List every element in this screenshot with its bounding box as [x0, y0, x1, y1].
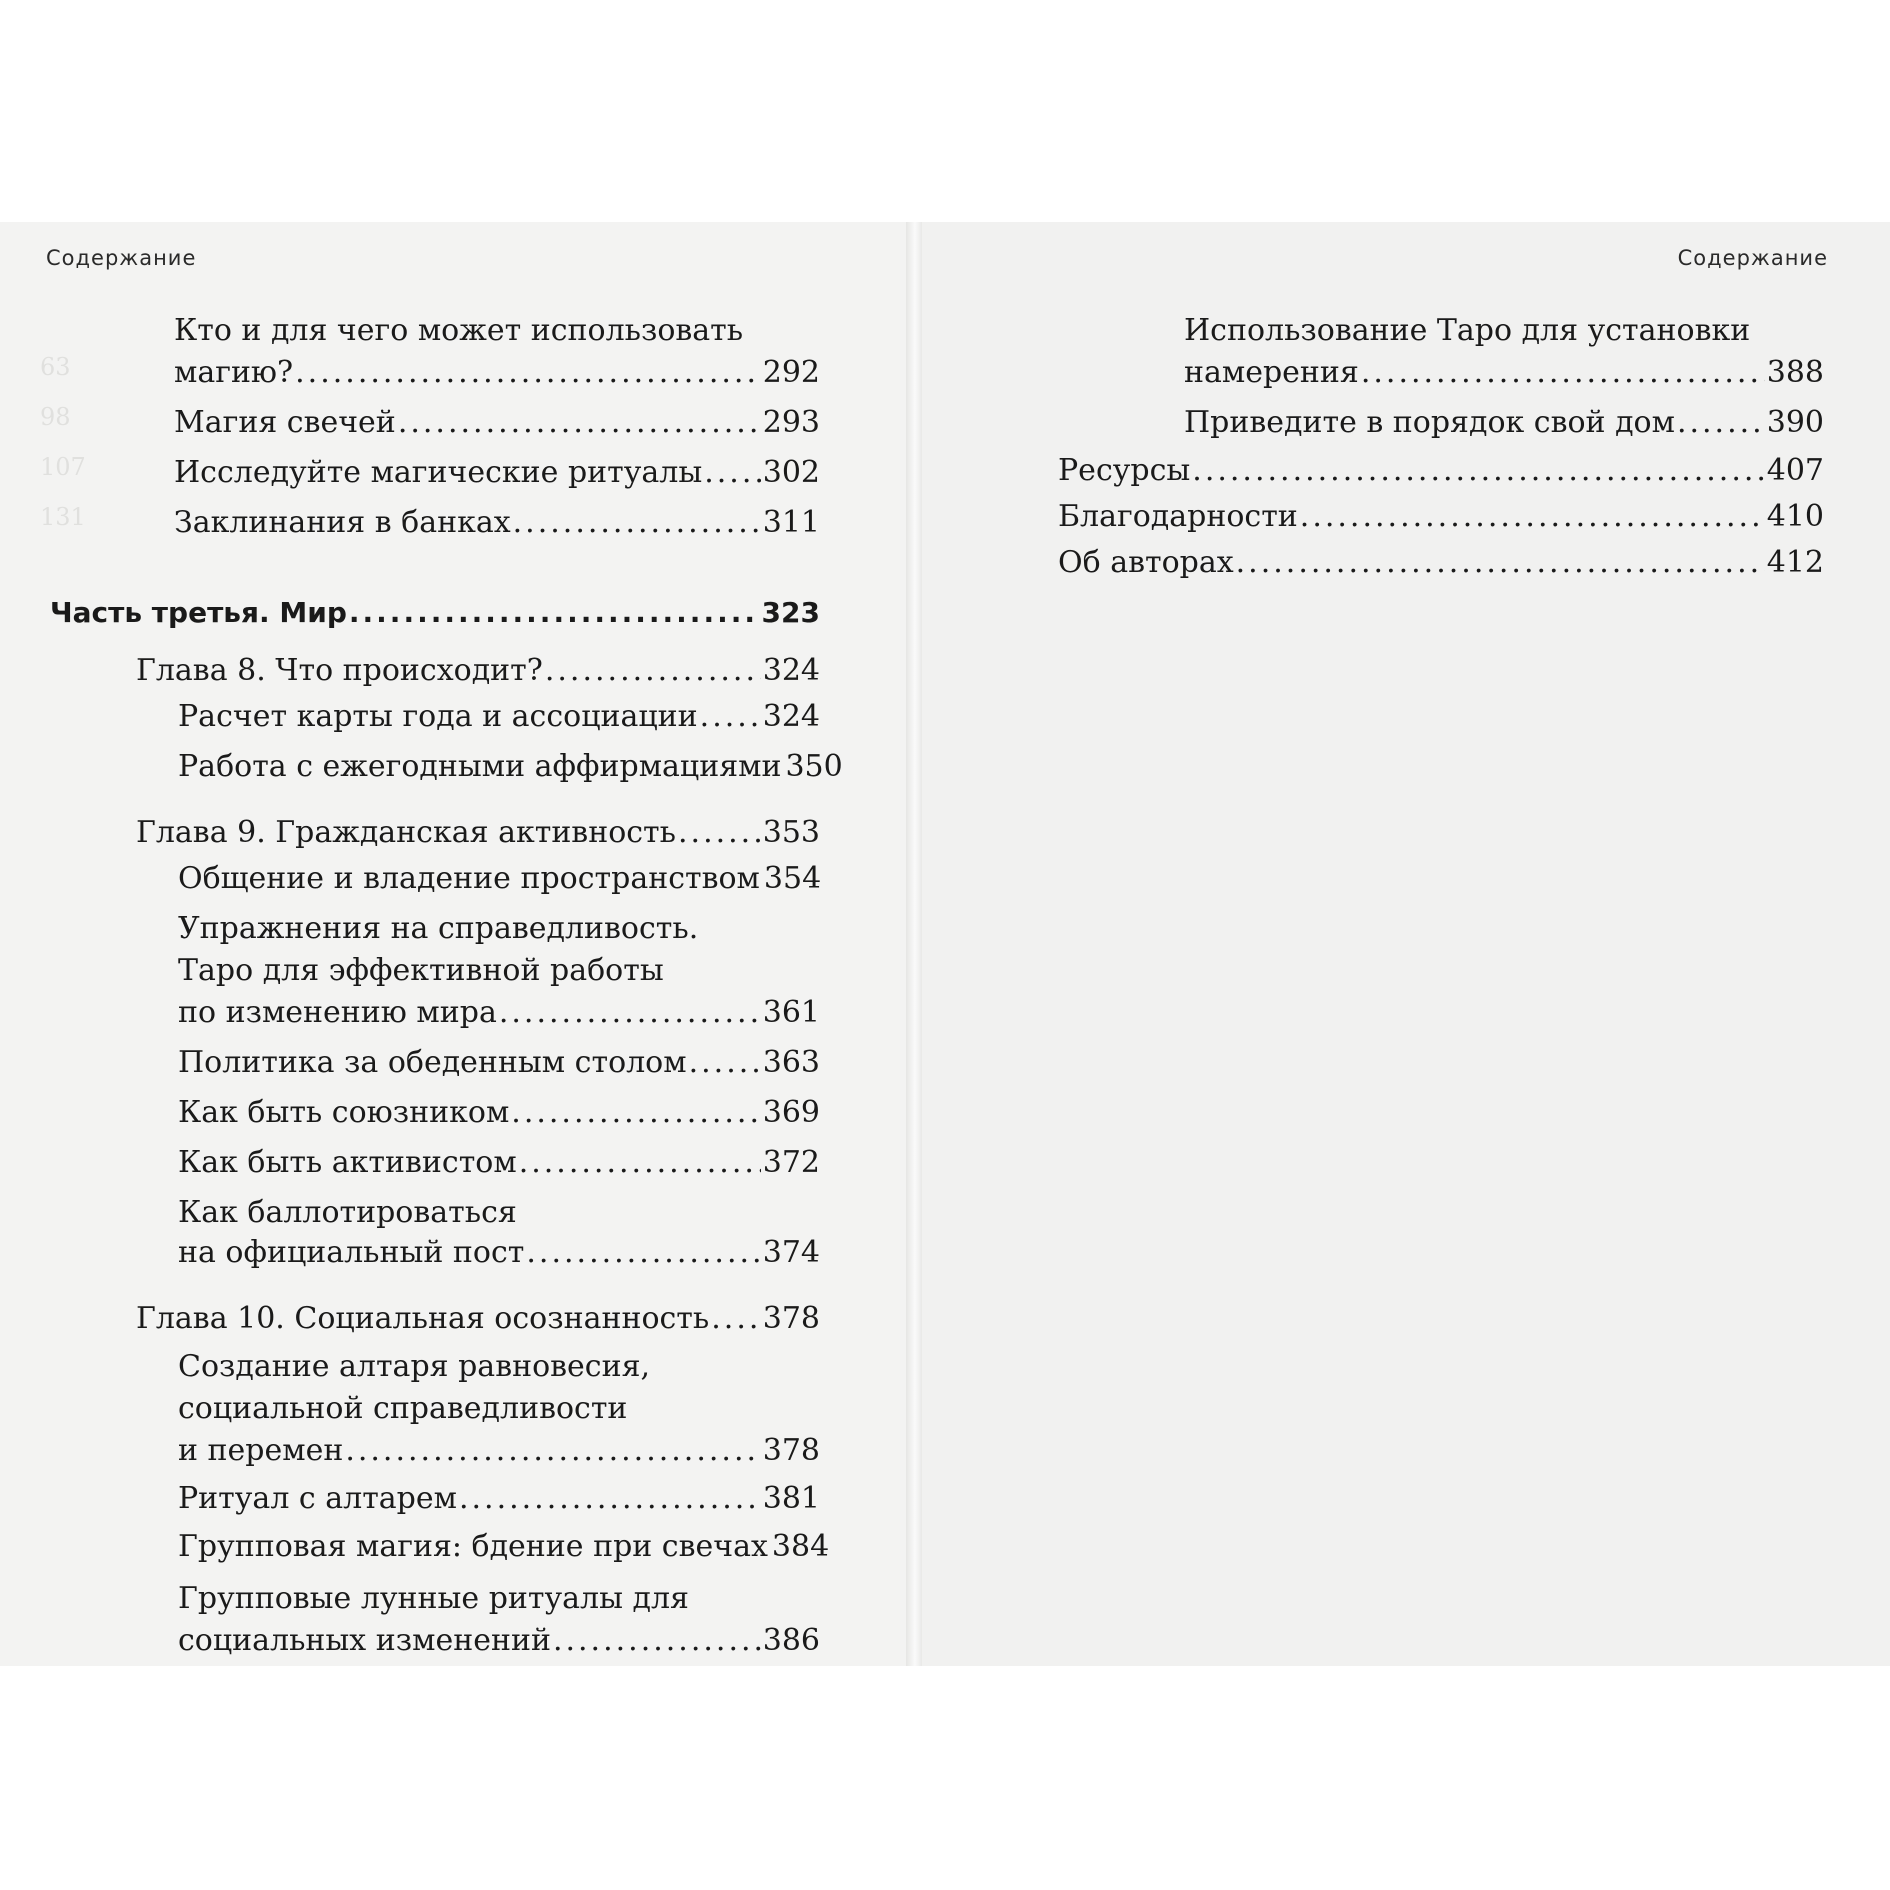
page-number: 412 [1766, 545, 1824, 580]
page-number: 390 [1766, 405, 1824, 440]
page-number: 311 [762, 505, 820, 540]
page-number: 292 [762, 355, 820, 390]
toc-entry: Ресурсы ..... 407 [1058, 450, 1824, 492]
page-number: 293 [762, 405, 820, 440]
toc-entry-line: Использование Таро для установки [1184, 313, 1751, 348]
page-number: 386 [762, 1623, 820, 1658]
page-number: 378 [762, 1301, 820, 1336]
toc-entry: Расчет карты года и ассоциации ..... 324 [178, 696, 820, 738]
page-number: 363 [762, 1045, 820, 1080]
page-number: 353 [762, 815, 820, 850]
page-number: 384 [771, 1529, 830, 1564]
toc-entry: Как быть активистом ..... 372 [178, 1142, 820, 1184]
page-number: 372 [762, 1145, 820, 1180]
toc-entry: Магия свечей ..... 293 [174, 402, 820, 444]
page-number: 361 [762, 995, 820, 1030]
toc-entry-line: Как баллотироваться [178, 1195, 517, 1230]
page-number: 323 [761, 596, 820, 629]
left-page: 63 98 107 131 Содержание Кто и для чего может использовать магию? ..... 292 Магия свечей ..... 293 Исследуйте магические ритуалы ..... 302 Заклинания в банках ..... 311 Часть третья. Мир ..... 323 Глава 8. Что происходит? ..... 324 Расчет карты года и ассоциации ..... 324 Работа с ежегодными аффирмациями 350 Глава 9. Гражданская активность ..... 353 Общение и владение пространством 354 Упражнения на справедливость. Таро для эффективной работы по изменению мира ..... 361 Политика за обеденным столом ..... 363 Как быть союзником ..... 369 Как быть активистом ..... 372 Как баллотироваться на официальный пост ..... 374 Глава 10. Социальная осознанность ..... 378 Создание алтаря равновесия, социальной справедливости и перемен ..... 378 Ритуал с алтарем ..... 381 Групповая магия: бдение при свечах 384 Групповые лунные ритуалы для социальных изменений ..... 386 [0, 222, 908, 1666]
toc-entry: и перемен ..... 378 [178, 1430, 820, 1472]
page-number: 410 [1766, 499, 1824, 534]
page-number: 381 [762, 1481, 820, 1516]
toc-entry-line: социальной справедливости [178, 1391, 628, 1426]
page-number: 374 [762, 1235, 820, 1270]
toc-entry: магию? ..... 292 [174, 352, 820, 394]
page-number: 388 [1766, 355, 1824, 390]
page-number: 354 [763, 861, 822, 896]
toc-entry: социальных изменений ..... 386 [178, 1620, 820, 1662]
toc-entry-line: Таро для эффективной работы [178, 953, 664, 988]
toc-entry-line: Кто и для чего может использовать [174, 313, 744, 348]
running-head-right: Содержание [1677, 246, 1828, 270]
toc-entry: Ритуал с алтарем ..... 381 [178, 1478, 820, 1520]
book-spread [0, 222, 1890, 1666]
toc-entry: Групповая магия: бдение при свечах 384 [178, 1526, 820, 1568]
toc-entry: Заклинания в банках ..... 311 [174, 502, 820, 544]
toc-entry-line: Создание алтаря равновесия, [178, 1349, 651, 1384]
toc-entry: Политика за обеденным столом ..... 363 [178, 1042, 820, 1084]
page-number: 302 [762, 455, 820, 490]
toc-entry-line: Упражнения на справедливость. [178, 911, 699, 946]
page-number: 369 [762, 1095, 820, 1130]
page-number: 407 [1766, 453, 1824, 488]
page-number: 350 [785, 749, 843, 784]
toc-entry: Как быть союзником ..... 369 [178, 1092, 820, 1134]
toc-entry-line: Групповые лунные ритуалы для [178, 1581, 689, 1616]
toc-entry: Общение и владение пространством 354 [178, 858, 820, 900]
toc-entry: Благодарности ..... 410 [1058, 496, 1824, 538]
toc-entry: Приведите в порядок свой дом ..... 390 [1184, 402, 1824, 444]
toc-entry: Работа с ежегодными аффирмациями 350 [178, 746, 820, 788]
page-number: 324 [762, 699, 820, 734]
running-head-left: Содержание [46, 246, 197, 270]
page-number: 324 [762, 653, 820, 688]
toc-entry: намерения ..... 388 [1184, 352, 1824, 394]
toc-part-heading: Часть третья. Мир ..... 323 [50, 592, 820, 634]
toc-entry: на официальный пост ..... 374 [178, 1232, 820, 1274]
page-number: 378 [762, 1433, 820, 1468]
toc-chapter: Глава 8. Что происходит? ..... 324 [136, 650, 820, 692]
toc-entry: Об авторах ..... 412 [1058, 542, 1824, 584]
right-page [922, 222, 1890, 1666]
toc-chapter: Глава 10. Социальная осознанность ..... 378 [136, 1298, 820, 1340]
toc-entry: Исследуйте магические ритуалы ..... 302 [174, 452, 820, 494]
toc-entry: по изменению мира ..... 361 [178, 992, 820, 1034]
toc-chapter: Глава 9. Гражданская активность ..... 353 [136, 812, 820, 854]
